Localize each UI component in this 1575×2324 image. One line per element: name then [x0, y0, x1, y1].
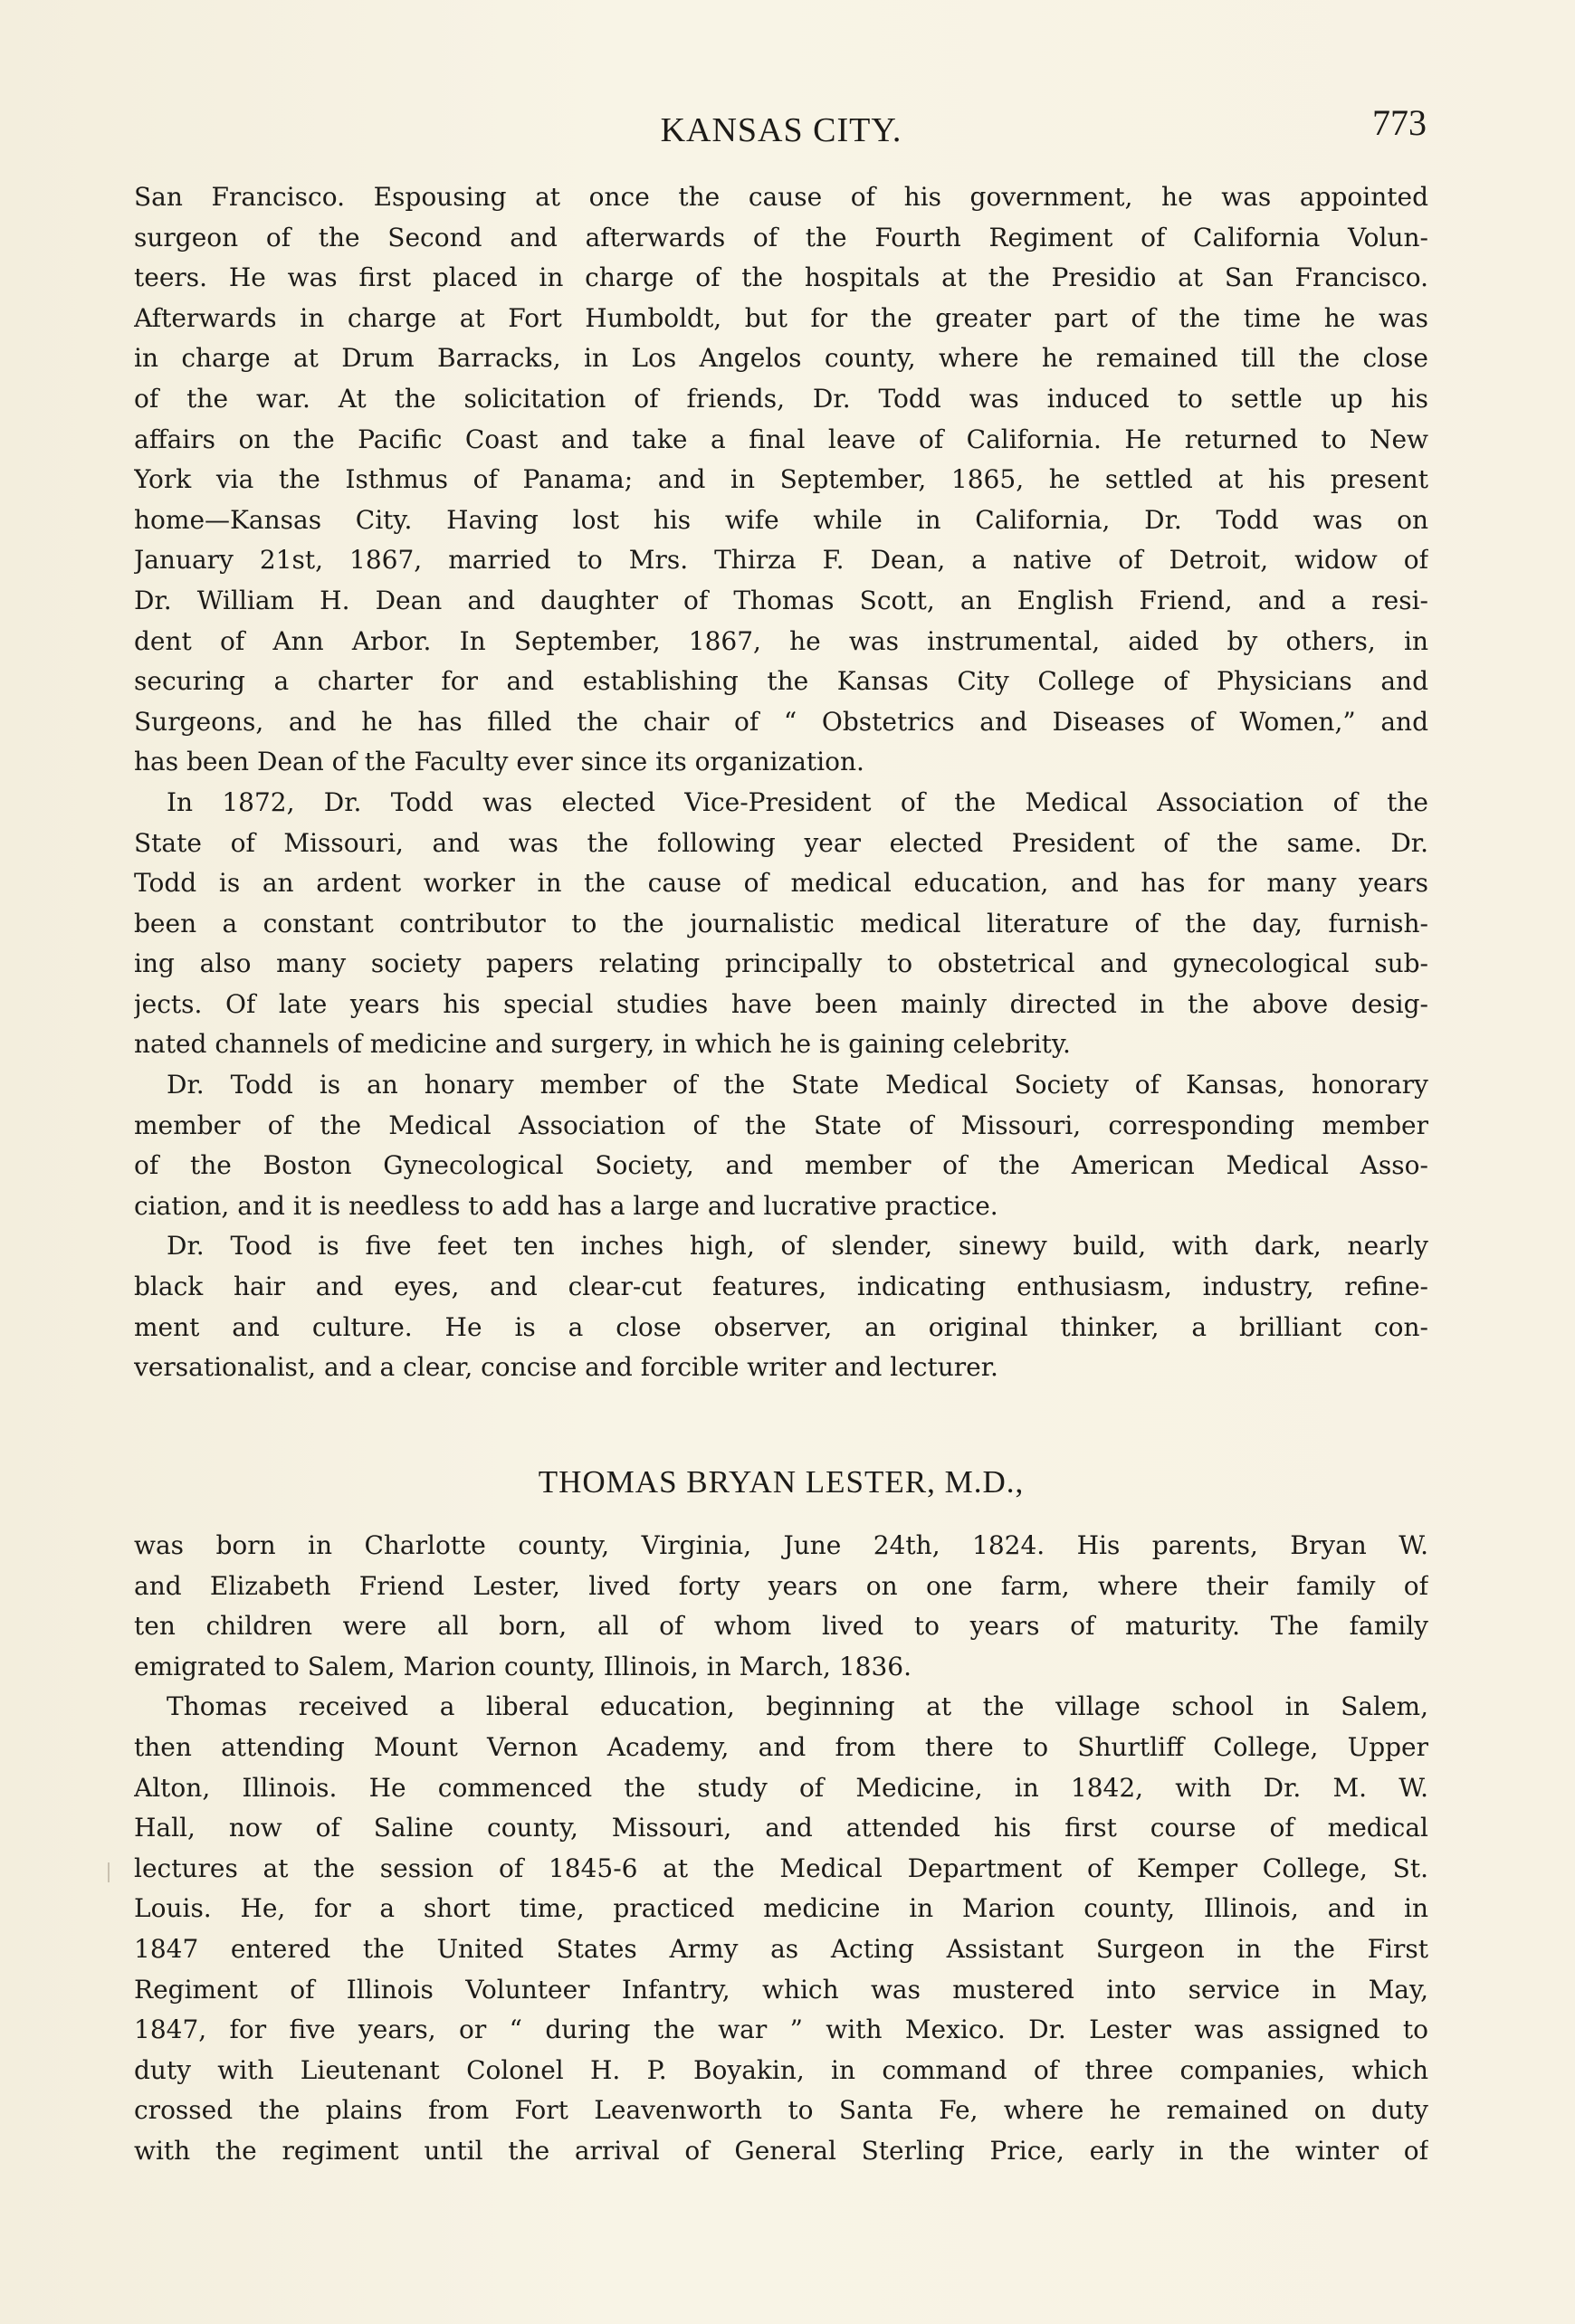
text-line: home—Kansas City. Having lost his wife while in California, Dr. Todd was on [134, 504, 1428, 535]
text-line: crossed the plains from Fort Leavenworth to Santa Fe, where he remained on duty [134, 2095, 1428, 2126]
text-line: nated channels of medicine and surgery, in which he is gaining celebrity. [134, 1029, 1071, 1060]
text-line: January 21st, 1867, married to Mrs. Thirza F. Dean, a native of Detroit, widow of [134, 545, 1428, 576]
text-line: ing also many society papers relating principally to obstetrical and gynecological sub- [134, 948, 1428, 979]
text-line: with the regiment until the arrival of General Sterling Price, early in the winter of [134, 2135, 1428, 2166]
running-title: KANSAS CITY. [660, 111, 902, 149]
text-line: versationalist, and a clear, concise and forcible writer and lecturer. [134, 1352, 998, 1383]
page-number: 773 [1372, 102, 1427, 143]
text-line: then attending Mount Vernon Academy, and from there to Shurtliff College, Upper [134, 1731, 1428, 1762]
text-line: has been Dean of the Faculty ever since its organization. [134, 747, 864, 777]
text-line: dent of Ann Arbor. In September, 1867, he was instrumental, aided by others, in [134, 625, 1428, 656]
text-line: Todd is an ardent worker in the cause of medical education, and has for many years [134, 868, 1428, 899]
text-line: 1847, for five years, or “ during the war ” with Mexico. Dr. Lester was assigned to [134, 2014, 1428, 2045]
text-line: of the Boston Gynecological Society, and member of the American Medical Asso- [134, 1150, 1428, 1181]
text-line: In 1872, Dr. Todd was elected Vice-President of the Medical Association of the [167, 786, 1428, 817]
text-line: State of Missouri, and was the following year elected President of the same. Dr. [134, 827, 1428, 858]
text-line: Thomas received a liberal education, beginning at the village school in Salem, [167, 1691, 1428, 1722]
text-line: ment and culture. He is a close observer, an original thinker, a brilliant con- [134, 1311, 1428, 1342]
text-line: San Francisco. Espousing at once the cause of his government, he was appointed [134, 182, 1428, 212]
text-line: Dr. William H. Dean and daughter of Thomas Scott, an English Friend, and a resi- [134, 585, 1428, 615]
text-line: jects. Of late years his special studies have been mainly directed in the above desig- [134, 988, 1428, 1019]
running-head [136, 101, 1427, 152]
text-line: Hall, now of Saline county, Missouri, and attended his first course of medical [134, 1813, 1428, 1843]
section-heading: THOMAS BRYAN LESTER, M.D., [538, 1464, 1025, 1500]
text-line: and Elizabeth Friend Lester, lived forty years on one farm, where their family of [134, 1570, 1428, 1601]
text-line: 1847 entered the United States Army as Acting Assistant Surgeon in the First [134, 1933, 1428, 1964]
text-line: was born in Charlotte county, Virginia, June 24th, 1824. His parents, Bryan W. [134, 1530, 1428, 1560]
text-line: Alton, Illinois. He commenced the study of Medicine, in 1842, with Dr. M. W. [134, 1772, 1428, 1803]
text-line: York via the Isthmus of Panama; and in September, 1865, he settled at his present [134, 464, 1428, 495]
text-line: emigrated to Salem, Marion county, Illinois, in March, 1836. [134, 1651, 912, 1681]
text-line: Regiment of Illinois Volunteer Infantry, which was mustered into service in May, [134, 1974, 1428, 2005]
text-line: of the war. At the solicitation of friends, Dr. Todd was induced to settle up his [134, 383, 1428, 414]
text-line: lectures at the session of 1845-6 at the Medical Department of Kemper College, St. [134, 1853, 1428, 1883]
text-line: ten children were all born, all of whom lived to years of maturity. The family [134, 1611, 1428, 1642]
biography-todd-continued [134, 177, 1428, 1388]
text-line: Dr. Tood is five feet ten inches high, of slender, sinewy build, with dark, nearly [167, 1231, 1428, 1262]
text-line: Surgeons, and he has filled the chair of “ Obstetrics and Diseases of Women,” and [134, 706, 1428, 737]
text-line: securing a charter for and establishing the Kansas City College of Physicians and [134, 666, 1428, 697]
text-line: duty with Lieutenant Colonel H. P. Boyakin, in command of three companies, which [134, 2054, 1428, 2085]
margin-mark [108, 1862, 110, 1882]
text-line: been a constant contributor to the journalistic medical literature of the day, furnish- [134, 908, 1428, 938]
text-line: in charge at Drum Barracks, in Los Angelos county, where he remained till the close [134, 343, 1428, 374]
text-line: surgeon of the Second and afterwards of the Fourth Regiment of California Volun- [134, 222, 1428, 252]
text-line: black hair and eyes, and clear-cut features, indicating enthusiasm, industry, refine- [134, 1272, 1428, 1302]
text-line: affairs on the Pacific Coast and take a final leave of California. He returned to New [134, 424, 1428, 454]
text-line: Afterwards in charge at Fort Humboldt, but for the greater part of the time he was [134, 302, 1428, 333]
text-line: teers. He was first placed in charge of the hospitals at the Presidio at San Francisco. [134, 262, 1428, 293]
biography-lester [134, 1526, 1428, 2172]
text-line: member of the Medical Association of the State of Missouri, corresponding member [134, 1110, 1428, 1140]
text-line: Louis. He, for a short time, practiced medicine in Marion county, Illinois, and in [134, 1893, 1428, 1924]
text-line: ciation, and it is needless to add has a large and lucrative practice. [134, 1190, 998, 1221]
text-line: Dr. Todd is an honary member of the State Medical Society of Kansas, honorary [167, 1070, 1428, 1100]
